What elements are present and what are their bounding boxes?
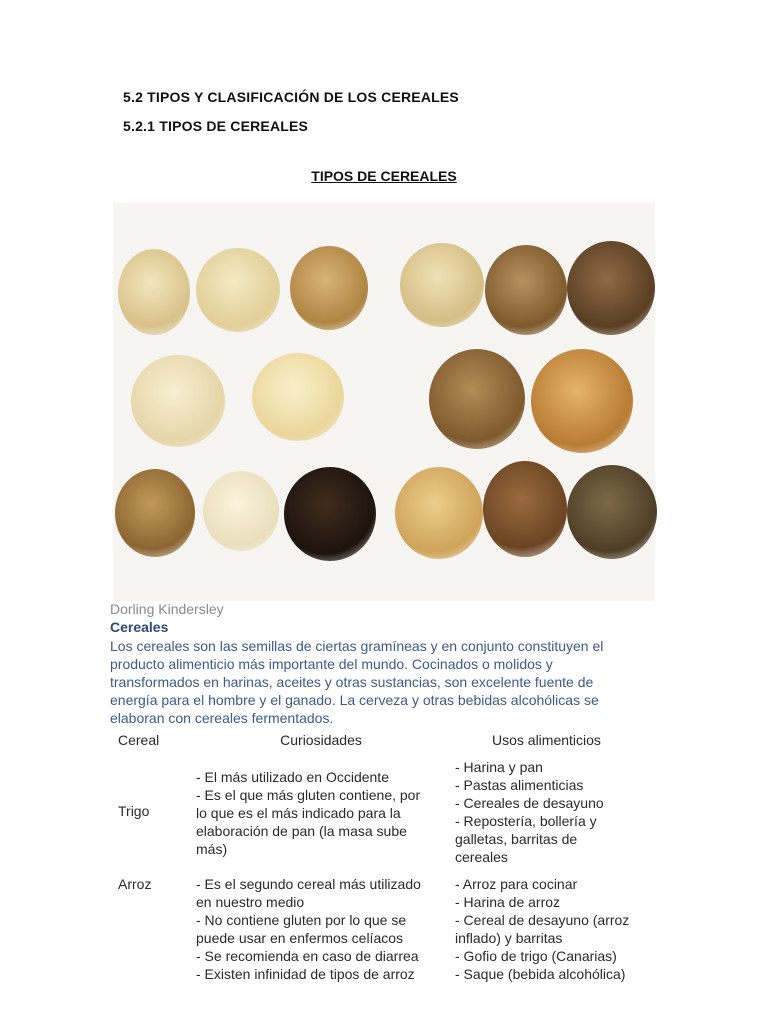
grain-pile (567, 465, 657, 559)
grain-pile (400, 243, 484, 327)
grain-pile (483, 461, 567, 557)
paragraph-line: energía para el hombre y el ganado. La cerveza y otras bebidas alcohólicas se (110, 692, 599, 708)
cell-line: - Cereales de desayuno (455, 795, 604, 811)
intro-paragraph (110, 637, 660, 727)
cell-line: - El más utilizado en Occidente (196, 769, 389, 785)
grain-pile (395, 467, 483, 559)
grain-pile (131, 355, 225, 447)
table-cell-curiosidades (196, 768, 420, 858)
cell-line: - Repostería, bollería y (455, 813, 597, 829)
cell-line: - Arroz para cocinar (455, 876, 578, 892)
paragraph-line: elaboran con cereales fermentados. (110, 710, 334, 726)
grain-pile (115, 469, 195, 557)
cell-line: - Se recomienda en caso de diarrea (196, 948, 419, 964)
cell-line: - Es el que más gluten contiene, por (196, 787, 421, 803)
cell-line: en nuestro medio (196, 894, 305, 910)
table-cell-curiosidades (196, 875, 421, 983)
grain-pile (290, 246, 368, 330)
cell-line: inflado) y barritas (455, 930, 563, 946)
grain-pile (485, 245, 567, 335)
cell-line: - Pastas alimenticias (455, 777, 584, 793)
subsection-heading: 5.2.1 TIPOS DE CEREALES (123, 118, 309, 134)
grain-pile (567, 241, 655, 335)
content-title: Cereales (110, 619, 169, 635)
cell-line: - Saque (bebida alcohólica) (455, 966, 626, 982)
table-header-curiosidades: Curiosidades (280, 732, 362, 748)
cell-line: elaboración de pan (la masa sube (196, 823, 407, 839)
cell-line: cereales (455, 849, 508, 865)
cell-line: galletas, barritas de (455, 831, 578, 847)
paragraph-line: producto alimenticio más importante del mundo. Cocinados o molidos y (110, 656, 553, 672)
grain-pile (203, 471, 279, 551)
table-header-cereal: Cereal (118, 732, 160, 748)
table-cell-usos (455, 875, 629, 983)
table-header-usos: Usos alimenticios (492, 732, 601, 748)
cell-line: - Harina y pan (455, 759, 543, 775)
paragraph-line: Los cereales son las semillas de ciertas gramíneas y en conjunto constituyen el (110, 638, 604, 654)
grain-pile (284, 467, 376, 561)
cell-line: - Existen infinidad de tipos de arroz (196, 966, 415, 982)
cell-line: puede usar en enfermos celíacos (196, 930, 404, 946)
cell-line: - Cereal de desayuno (arroz (455, 912, 630, 928)
cell-line: lo que es el más indicado para la (196, 805, 401, 821)
section-heading: 5.2 TIPOS Y CLASIFICACIÓN DE LOS CEREALES (123, 89, 459, 105)
figure-title: TIPOS DE CEREALES (311, 168, 457, 184)
grain-pile (531, 349, 633, 453)
cell-line: - Es el segundo cereal más utilizado (196, 876, 421, 892)
photo-credit: Dorling Kindersley (110, 601, 224, 617)
grain-pile (252, 353, 344, 441)
cell-line: - Harina de arroz (455, 894, 561, 910)
table-cell-cereal: Trigo (118, 803, 150, 819)
paragraph-line: transformados en harinas, aceites y otras sustancias, son excelente fuente de (110, 674, 594, 690)
cell-line: - Gofio de trigo (Canarias) (455, 948, 617, 964)
table-cell-usos (455, 758, 604, 866)
grain-pile (118, 249, 190, 335)
cereal-grains-photo (113, 203, 655, 601)
cell-line: más) (196, 841, 228, 857)
grain-pile (196, 248, 280, 332)
table-cell-cereal: Arroz (118, 876, 152, 892)
grain-pile (429, 349, 525, 449)
cell-line: - No contiene gluten por lo que se (196, 912, 407, 928)
